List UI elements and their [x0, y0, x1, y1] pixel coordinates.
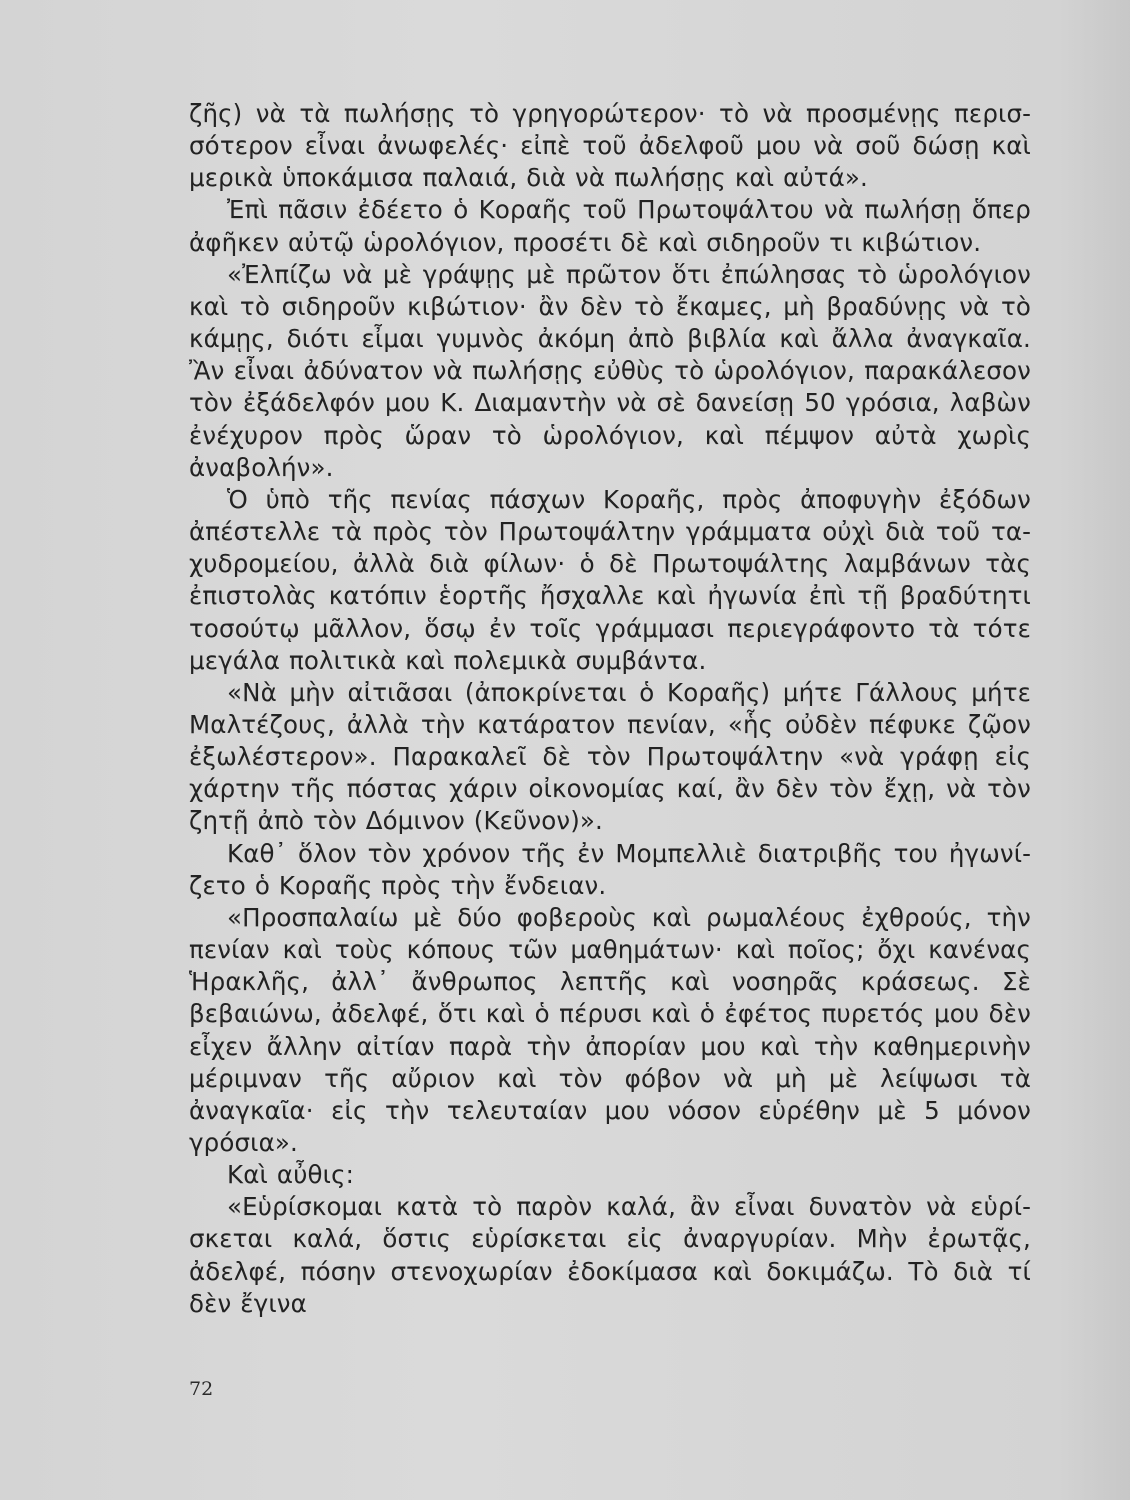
paragraph-4: Ὁ ὑπὸ τῆς πενίας πάσχων Κοραῆς, πρὸς ἀποφυγὴν ἐξόδων ἀπέστελλε τὰ πρὸς τὸν Πρωτοψάλτην γράμματα οὐχὶ διὰ τοῦ ταχυδρομείου, ἀλλὰ διὰ φίλων· ὁ δὲ Πρωτοψάλτης λαμβάνων τὰς ἐπιστολὰς κατόπιν ἑορτῆς ἤσχαλλε καὶ ἠγωνία ἐπὶ τῇ βραδύτητι τοσούτῳ μᾶλλον, ὅσῳ ἐν τοῖς γράμμασι περιεγράφοντο τὰ τότε μεγάλα πολιτικὰ καὶ πολεμικὰ συμβάντα.: [189, 484, 1031, 675]
page-edge-shadow: [1060, 0, 1130, 1500]
paragraph-5: «Νὰ μὴν αἰτιᾶσαι (ἀποκρίνεται ὁ Κοραῆς) μήτε Γάλλους μήτε Μαλτέζους, ἀλλὰ τὴν κατάρατον πενίαν, «ἧς οὐδὲν πέφυκε ζῷον ἐξωλέστερον». Παρακαλεῖ δὲ τὸν Πρωτοψάλτην «νὰ γράφῃ εἰς χάρτην τῆς πόστας χάριν οἰκονομίας καί, ἂν δὲν τὸν ἔχῃ, νὰ τὸν ζητῇ ἀπὸ τὸν Δόμινον (Κεῦνον)».: [189, 677, 1031, 836]
paragraph-6: Καθ᾽ ὅλον τὸν χρόνον τῆς ἐν Μομπελλιὲ διατριβῆς του ἠγωνίζετο ὁ Κοραῆς πρὸς τὴν ἔνδειαν.: [189, 838, 1031, 900]
paragraph-2: Ἐπὶ πᾶσιν ἐδέετο ὁ Κοραῆς τοῦ Πρωτοψάλτου νὰ πωλήσῃ ὅπερ ἀφῆκεν αὐτῷ ὡρολόγιον, προσέτι δὲ καὶ σιδηροῦν τι κιβώτιον.: [189, 195, 1031, 257]
paragraph-3: «Ἐλπίζω νὰ μὲ γράψῃς μὲ πρῶτον ὅτι ἐπώλησας τὸ ὡρολόγιον καὶ τὸ σιδηροῦν κιβώτιον· ἂν δὲν τὸ ἔκαμες, μὴ βραδύνῃς νὰ τὸ κάμῃς, διότι εἶμαι γυμνὸς ἀκόμη ἀπὸ βιβλία καὶ ἄλλα ἀναγκαῖα. Ἂν εἶναι ἀδύνατον νὰ πωλήσῃς εὐθὺς τὸ ὡρολόγιον, παρακάλεσον τὸν ἐξάδελφόν μου Κ. Διαμαντὴν νὰ σὲ δανείσῃ 50 γρόσια, λαβὼν ἐνέχυρον πρὸς ὥραν τὸ ὡρολόγιον, καὶ πέμψον αὐτὰ χωρὶς ἀναβολήν».: [189, 259, 1031, 482]
paragraph-7: «Προσπαλαίω μὲ δύο φοβεροὺς καὶ ρωμαλέους ἐχθρούς, τὴν πενίαν καὶ τοὺς κόπους τῶν μαθημάτων· καὶ ποῖος; ὄχι κανένας Ἡρακλῆς, ἀλλ᾽ ἄνθρωπος λεπτῆς καὶ νοσηρᾶς κράσεως. Σὲ βεβαιώνω, ἀδελφέ, ὅτι καὶ ὁ πέρυσι καὶ ὁ ἐφέτος πυρετός μου δὲν εἶχεν ἄλλην αἰτίαν παρὰ τὴν ἀπορίαν μου καὶ τὴν καθημερινὴν μέριμναν τῆς αὔριον καὶ τὸν φόβον νὰ μὴ μὲ λείψωσι τὰ ἀναγκαῖα· εἰς τὴν τελευταίαν μου νόσον εὑρέθην μὲ 5 μόνον γρόσια».: [189, 902, 1031, 1157]
paragraph-1: ζῆς) νὰ τὰ πωλήσῃς τὸ γρηγορώτερον· τὸ νὰ προσμένῃς περισσότερον εἶναι ἀνωφελές· εἰπὲ τοῦ ἀδελφοῦ μου νὰ σοῦ δώσῃ καὶ μερικὰ ὑποκάμισα παλαιά, διὰ νὰ πωλήσῃς καὶ αὐτά».: [189, 99, 1031, 193]
paragraph-9: «Εὑρίσκομαι κατὰ τὸ παρὸν καλά, ἂν εἶναι δυνατὸν νὰ εὑρίσκεται καλά, ὅστις εὑρίσκεται εἰς ἀναργυρίαν. Μὴν ἐρωτᾷς, ἀδελφέ, πόσην στενοχωρίαν ἐδοκίμασα καὶ δοκιμάζω. Τὸ διὰ τί δὲν ἔγινα: [189, 1192, 1031, 1318]
body-text: [189, 98, 1031, 1320]
page-number: 72: [189, 1378, 214, 1400]
paragraph-8: Καὶ αὖθις:: [227, 1160, 355, 1190]
